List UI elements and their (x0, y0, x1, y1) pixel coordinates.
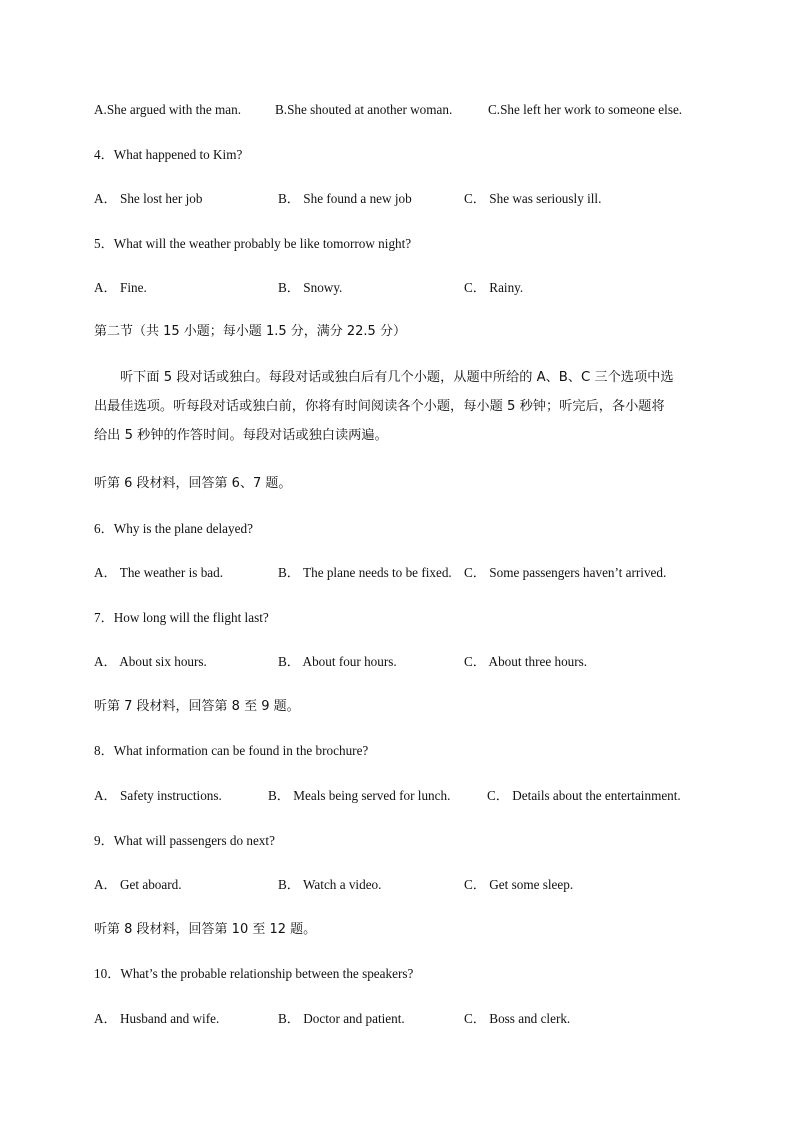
q5-option-a: A． Fine. (94, 280, 147, 295)
q10-question: 10．What’s the probable relationship between the speakers? (94, 966, 414, 981)
q7-option-c: C． About three hours. (464, 654, 588, 669)
q6-option-a: A． The weather is bad. (94, 565, 224, 580)
q4-option-c: C． She was seriously ill. (464, 191, 602, 206)
q6-option-b: B． The plane needs to be fixed. (278, 565, 452, 580)
material-6-label: 听第 6 段材料，回答第 6、7 题。 (94, 476, 292, 491)
q9-option-c: C． Get some sleep. (464, 877, 574, 892)
material-7-label: 听第 7 段材料，回答第 8 至 9 题。 (94, 699, 300, 714)
q7-option-a: A． About six hours. (94, 654, 207, 669)
q10-option-b: B． Doctor and patient. (278, 1011, 405, 1026)
q6-option-c: C． Some passengers haven’t arrived. (464, 565, 667, 580)
q3-option-b: B.She shouted at another woman. (275, 102, 453, 117)
q4-option-a: A． She lost her job (94, 191, 203, 206)
q8-question: 8．What information can be found in the brochure? (94, 743, 369, 758)
q10-option-c: C． Boss and clerk. (464, 1011, 571, 1026)
q7-option-b: B． About four hours. (278, 654, 397, 669)
q5-option-b: B． Snowy. (278, 280, 343, 295)
q8-option-b: B． Meals being served for lunch. (268, 788, 451, 803)
q4-question: 4．What happened to Kim? (94, 147, 243, 162)
q5-option-c: C． Rainy. (464, 280, 524, 295)
q4-option-b: B． She found a new job (278, 191, 412, 206)
q7-question: 7．How long will the flight last? (94, 610, 269, 625)
instruction-line: 给出 5 秒钟的作答时间。每段对话或独白读两遍。 (94, 428, 388, 443)
q3-option-a: A.She argued with the man. (94, 102, 241, 117)
q6-question: 6．Why is the plane delayed? (94, 521, 253, 536)
q10-option-a: A． Husband and wife. (94, 1011, 220, 1026)
q5-question: 5．What will the weather probably be like tomorrow night? (94, 236, 412, 251)
material-8-label: 听第 8 段材料，回答第 10 至 12 题。 (94, 922, 317, 937)
instruction-line: 听下面 5 段对话或独白。每段对话或独白后有几个小题，从题中所给的 A、B、C 三个选项中选 (120, 370, 674, 385)
q8-option-a: A． Safety instructions. (94, 788, 222, 803)
instruction-line: 出最佳选项。听每段对话或独白前，你将有时间阅读各个小题，每小题 5 秒钟；听完后，各小题将 (94, 399, 665, 414)
section-instructions (94, 363, 704, 450)
q3-option-c: C.She left her work to someone else. (488, 102, 683, 117)
q9-option-b: B． Watch a video. (278, 877, 382, 892)
q9-option-a: A． Get aboard. (94, 877, 182, 892)
q8-option-c: C． Details about the entertainment. (487, 788, 681, 803)
section-heading: 第二节（共 15 小题；每小题 1.5 分，满分 22.5 分） (94, 324, 406, 339)
q9-question: 9．What will passengers do next? (94, 833, 275, 848)
